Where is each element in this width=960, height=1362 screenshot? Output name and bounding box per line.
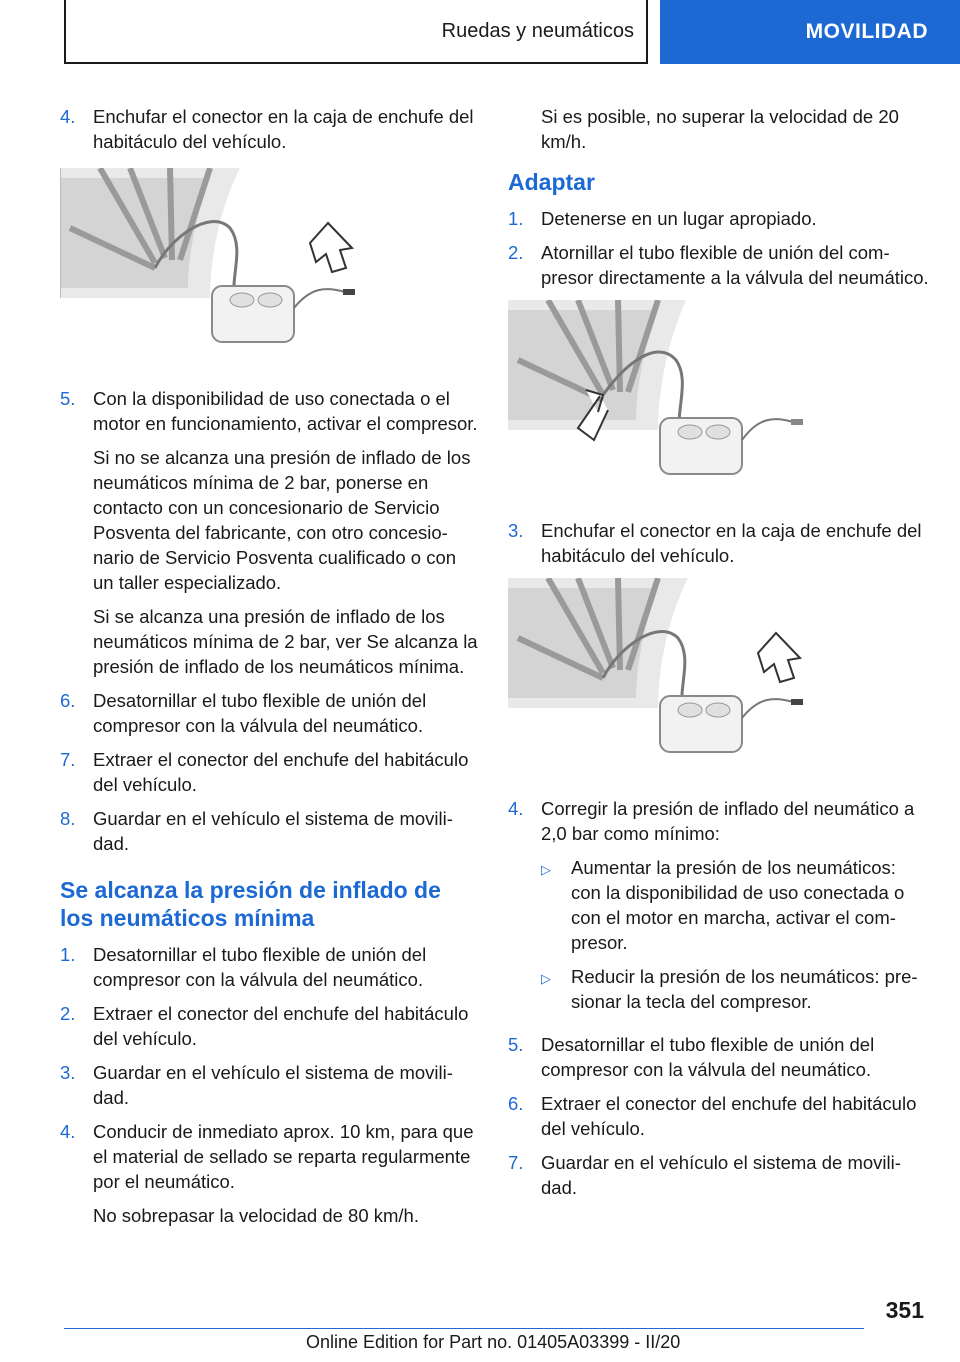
step-a6 — [508, 1091, 930, 1141]
bullet-item — [541, 964, 930, 1014]
step-note: Si no se alcanza una presión de inflado de los neumáticos mínima de 2 bar, ponerse en contacto con un concesionario de Servicio Posventa del fabricante, con otro concesionario de Servicio Posventa cualificado o con un taller especializado. — [93, 447, 471, 593]
step-a1 — [508, 206, 930, 231]
compressor-plug-illustration — [508, 578, 808, 774]
step-number: 8. — [60, 808, 76, 829]
bullet-item — [541, 855, 930, 955]
step-text: Guardar en el vehículo el sistema de movilidad. — [93, 1062, 453, 1108]
step-2 — [60, 1001, 480, 1051]
section-heading-adaptar: Adaptar — [508, 169, 595, 195]
right-column — [508, 104, 930, 1209]
footer-divider — [64, 1328, 864, 1329]
step-number: 1. — [508, 208, 524, 229]
step-number: 4. — [60, 106, 76, 127]
section-title: Ruedas y neumáticos — [441, 19, 634, 42]
step-number: 2. — [508, 242, 524, 263]
step-1 — [60, 942, 480, 992]
bullet-text: Reducir la presión de los neumáticos: presionar la tecla del compresor. — [571, 966, 918, 1012]
step-number: 1. — [60, 944, 76, 965]
step-note: Si se alcanza una presión de inflado de los neumáticos mínima de 2 bar, ver Se alcanza la presión de inflado de los neumáticos mínima. — [93, 606, 478, 677]
step-number: 5. — [60, 388, 76, 409]
compressor-valve-illustration — [508, 300, 808, 496]
figure-compressor-plug — [60, 168, 480, 364]
step-text: Guardar en el vehículo el sistema de movilidad. — [541, 1152, 901, 1198]
step-number: 3. — [508, 520, 524, 541]
chapter-tab: MOVILIDAD — [660, 0, 960, 64]
step-text: Enchufar el conector en la caja de enchufe del habitáculo del vehículo. — [541, 520, 922, 566]
step-number: 5. — [508, 1034, 524, 1055]
step-text: Extraer el conector del enchufe del habitáculo del vehículo. — [93, 749, 469, 795]
step-number: 2. — [60, 1003, 76, 1024]
step-6 — [60, 688, 480, 738]
step-7 — [60, 747, 480, 797]
step-text: Detenerse en un lugar apropiado. — [541, 208, 817, 229]
triangle-bullet-icon: ▷ — [541, 971, 551, 986]
step-text: Con la disponibilidad de uso conectada o el motor en funcionamiento, activar el compresor. — [93, 388, 478, 434]
step-number: 4. — [60, 1121, 76, 1142]
step-number: 6. — [508, 1093, 524, 1114]
step-note: No sobrepasar la velocidad de 80 km/h. — [93, 1205, 419, 1226]
step-text: Desatornillar el tubo flexible de unión del compresor con la válvula del neumático. — [541, 1034, 875, 1080]
step-5 — [60, 386, 480, 679]
step-8 — [60, 806, 480, 856]
section-heading: Se alcanza la presión de inflado de los neumáticos mínima — [60, 877, 441, 931]
continued-text: Si es posible, no superar la velocidad de 20 km/h. — [541, 106, 899, 152]
step-a5 — [508, 1032, 930, 1082]
figure-compressor-plug-2 — [508, 578, 930, 774]
step-a7 — [508, 1150, 930, 1200]
step-4 — [60, 104, 480, 154]
edition-footer: Online Edition for Part no. 01405A03399 - II/20 — [306, 1332, 681, 1352]
step-a3 — [508, 518, 930, 568]
step-number: 4. — [508, 798, 524, 819]
left-column — [60, 104, 480, 1237]
compressor-plug-illustration — [60, 168, 360, 364]
step-number: 6. — [60, 690, 76, 711]
step-text: Enchufar el conector en la caja de enchufe del habitáculo del vehículo. — [93, 106, 474, 152]
step-4b — [60, 1119, 480, 1228]
step-number: 3. — [60, 1062, 76, 1083]
step-number: 7. — [508, 1152, 524, 1173]
bullet-text: Aumentar la presión de los neumáticos: con la disponibilidad de uso conectada o con el motor en marcha, activar el compresor. — [571, 857, 905, 953]
step-text: Guardar en el vehículo el sistema de movilidad. — [93, 808, 453, 854]
step-text: Corregir la presión de inflado del neumático a 2,0 bar como mínimo: — [541, 798, 915, 844]
step-text: Extraer el conector del enchufe del habitáculo del vehículo. — [93, 1003, 469, 1049]
page-number: 351 — [885, 1297, 924, 1323]
step-text: Extraer el conector del enchufe del habitáculo del vehículo. — [541, 1093, 917, 1139]
step-text: Desatornillar el tubo flexible de unión del compresor con la válvula del neumático. — [93, 944, 427, 990]
step-text: Atornillar el tubo flexible de unión del compresor directamente a la válvula del neumático. — [541, 242, 929, 288]
step-3 — [60, 1060, 480, 1110]
step-a4 — [508, 796, 930, 1023]
step-text: Desatornillar el tubo flexible de unión del compresor con la válvula del neumático. — [93, 690, 427, 736]
triangle-bullet-icon: ▷ — [541, 862, 551, 877]
figure-compressor-valve — [508, 300, 930, 496]
step-number: 7. — [60, 749, 76, 770]
step-a2 — [508, 240, 930, 290]
step-text: Conducir de inmediato aprox. 10 km, para que el material de sellado se reparta regularmente por el neumático. — [93, 1121, 474, 1192]
